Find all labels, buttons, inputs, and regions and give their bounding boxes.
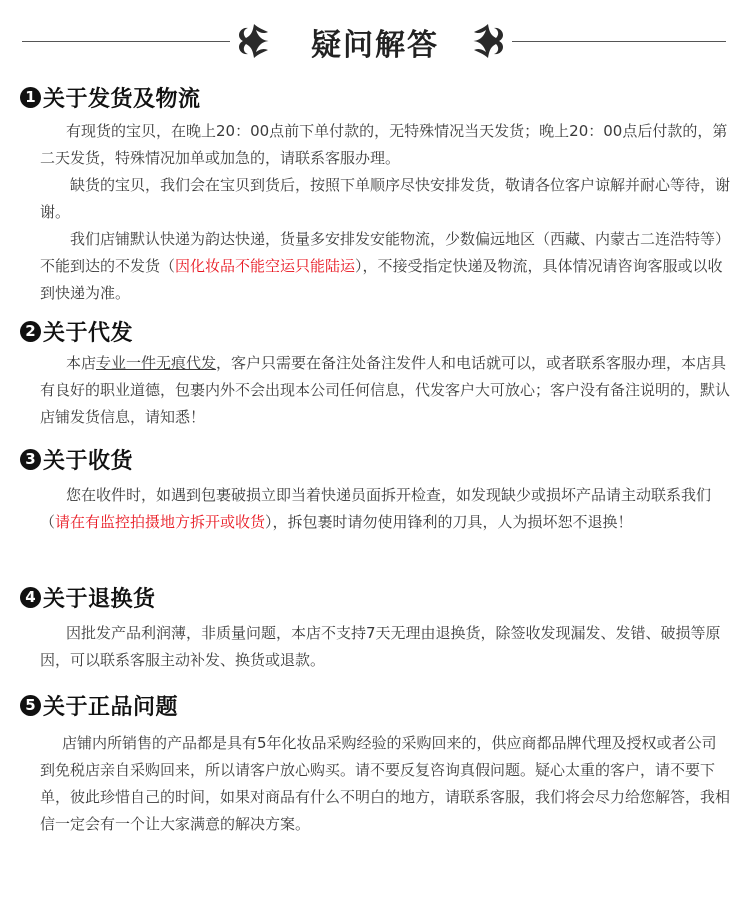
header-divider-left [22,41,230,42]
section-title: 关于收货 [43,448,134,474]
highlight-note: 因化妆品不能空运只能陆运 [175,257,356,275]
section-number-badge: 3 [20,449,41,470]
section-heading [20,444,133,474]
section-number-badge: 1 [20,87,41,108]
section-number-badge: 2 [20,321,41,342]
fleur-ornament-icon [236,22,272,60]
highlight-note: 请在有监控拍摄地方拆开或收货 [55,513,266,531]
section-title: 关于正品问题 [43,694,179,720]
section-number-badge: 4 [20,587,41,608]
header-divider-right [512,41,726,42]
section-title: 关于发货及物流 [43,86,201,112]
section-heading [20,316,133,346]
section-title: 关于代发 [43,320,134,346]
paragraph: 有现货的宝贝，在晚上20：00点前下单付款的，无特殊情况当天发货；晚上20：00点后付款的，第二天发货，特殊情况加单或加急的，请联系客服办理。 [40,122,728,167]
paragraph: 因批发产品利润薄，非质量问题，本店不支持7天无理由退换货，除签收发现漏发、发错、破损等原因，可以联系客服主动补发、换货或退款。 [40,624,721,669]
page-header [0,0,750,80]
section-heading [20,582,156,612]
page-title: 疑问解答 [311,28,439,63]
paragraph: 缺货的宝贝，我们会在宝贝到货后，按照下单顺序尽快安排发货，敬请各位客户谅解并耐心等待，谢谢。 [40,176,731,221]
paragraph: 我们店铺默认快递为韵达快递，货量多安排发安能物流，少数偏远地区（西藏、内蒙古二连浩特等）不能到达的不发货（因化妆品不能空运只能陆运），不接受指定快递及物流，具体情况请咨询客服或以收到快递为准。 [40,230,731,302]
section-title: 关于退换货 [43,586,156,612]
paragraph: 店铺内所销售的产品都是具有5年化妆品采购经验的采购回来的，供应商都品牌代理及授权或者公司到免税店亲自采购回来，所以请客户放心购买。请不要反复咨询真假问题。疑心太重的客户，请不要下单，彼此珍惜自己的时间，如果对商品有什么不明白的地方，请联系客服，我们将会尽力给您解答，我相信一定会有一个让大家满意的解决方案。 [40,734,731,833]
section-heading [20,82,201,112]
paragraph: 本店专业一件无痕代发，客户只需要在备注处备注发件人和电话就可以，或者联系客服办理，本店具有良好的职业道德，包裹内外不会出现本公司任何信息，代发客户大可放心；客户没有备注说明的，默认店铺发货信息，请知悉！ [40,354,731,426]
section-heading [20,690,178,720]
fleur-ornament-icon [470,22,506,60]
underlined-phrase: 专业一件无痕代发 [96,354,217,372]
section-number-badge: 5 [20,695,41,716]
paragraph: 您在收件时，如遇到包裹破损立即当着快递员面拆开检查，如发现缺少或损坏产品请主动联系我们（请在有监控拍摄地方拆开或收货），拆包裹时请勿使用锋利的刀具，人为损坏恕不退换！ [40,486,712,531]
